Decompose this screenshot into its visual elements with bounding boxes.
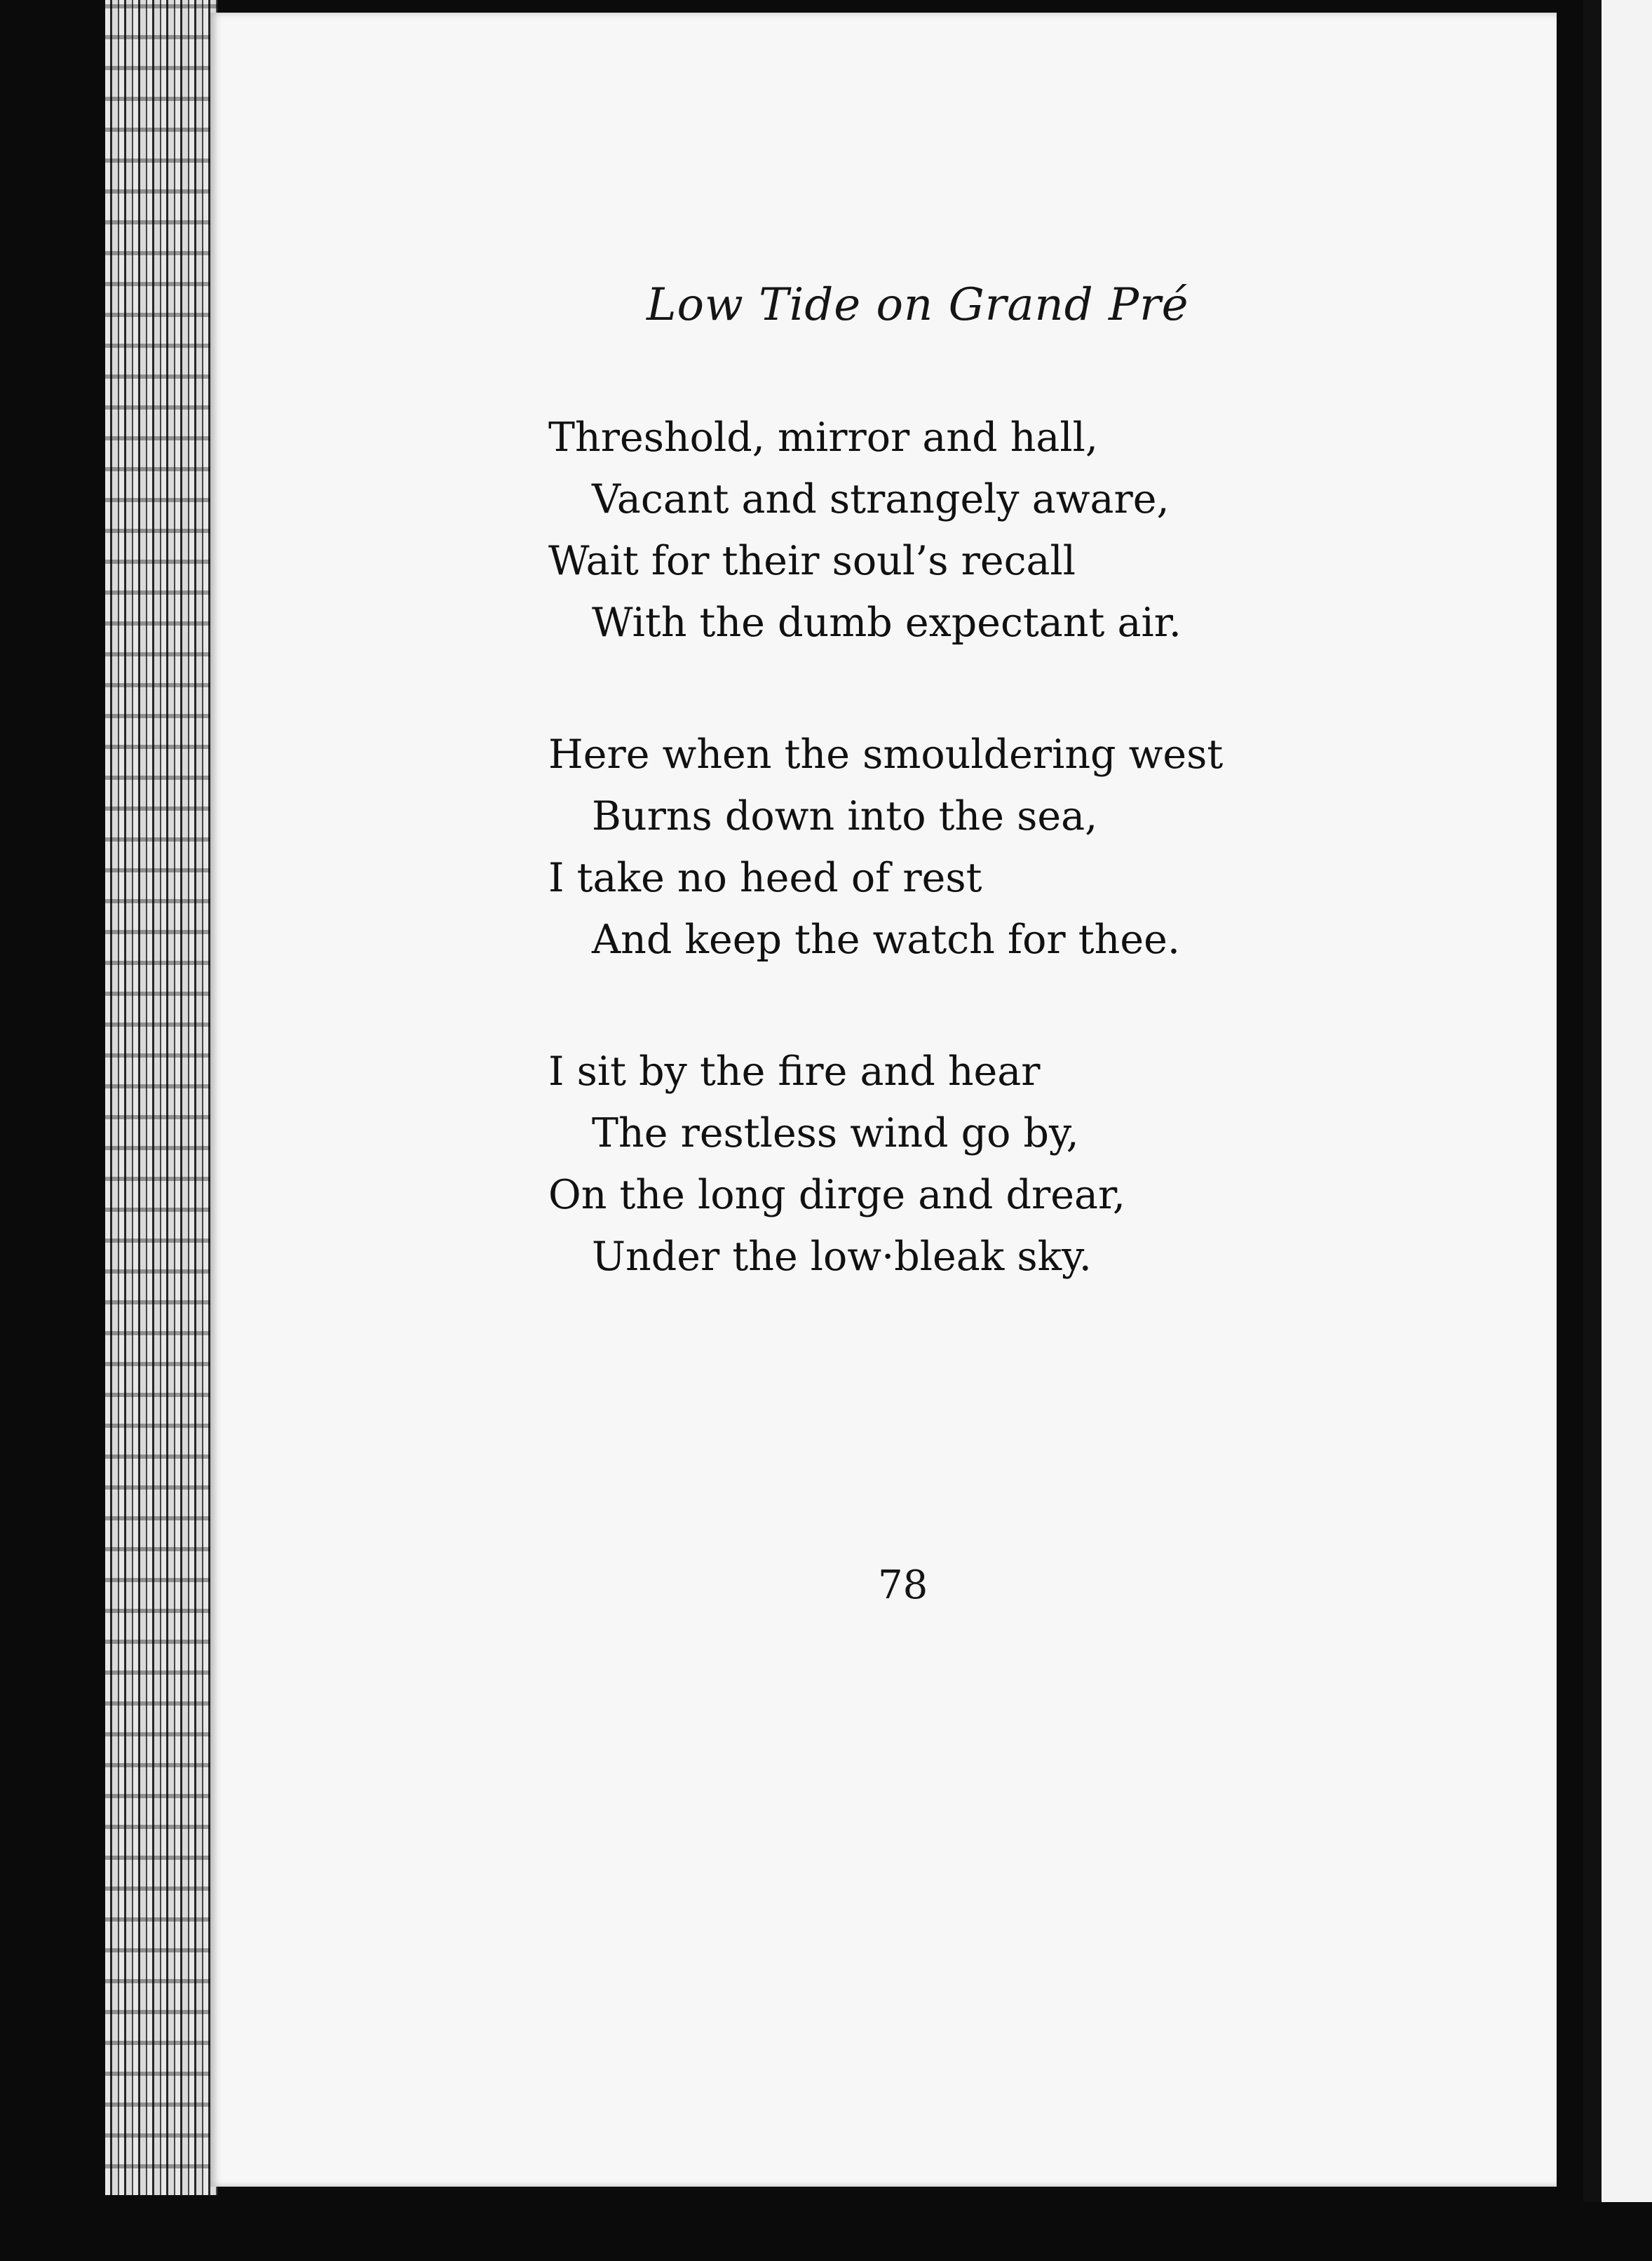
page-edges [105,0,217,2195]
poem-line: With the dumb expectant air. [592,600,1182,646]
poem-line: Under the low·bleak sky. [592,1234,1092,1280]
poem-line: I sit by the fire and hear [548,1048,1041,1095]
poem-line: And keep the watch for thee. [592,917,1180,963]
poem-line: Wait for their soul’s recall [548,538,1076,584]
poem-line: I take no heed of rest [548,855,982,901]
poem-line: Threshold, mirror and hall, [548,414,1098,461]
stanza [548,407,1390,654]
page-number: 78 [878,1563,928,1608]
poem-line: On the long dirge and drear, [548,1172,1126,1218]
stanza [548,724,1390,971]
stanza [548,1041,1390,1288]
scan-background [0,2202,1652,2261]
poem-line: Burns down into the sea, [592,793,1098,839]
facing-page-edge [1583,0,1652,2261]
poem-line: Vacant and strangely aware, [592,476,1170,522]
poem-line: The restless wind go by, [592,1110,1079,1156]
poem-line: Here when the smouldering west [548,731,1224,778]
running-head: Low Tide on Grand Pré [646,279,1189,331]
poem [548,407,1390,1358]
